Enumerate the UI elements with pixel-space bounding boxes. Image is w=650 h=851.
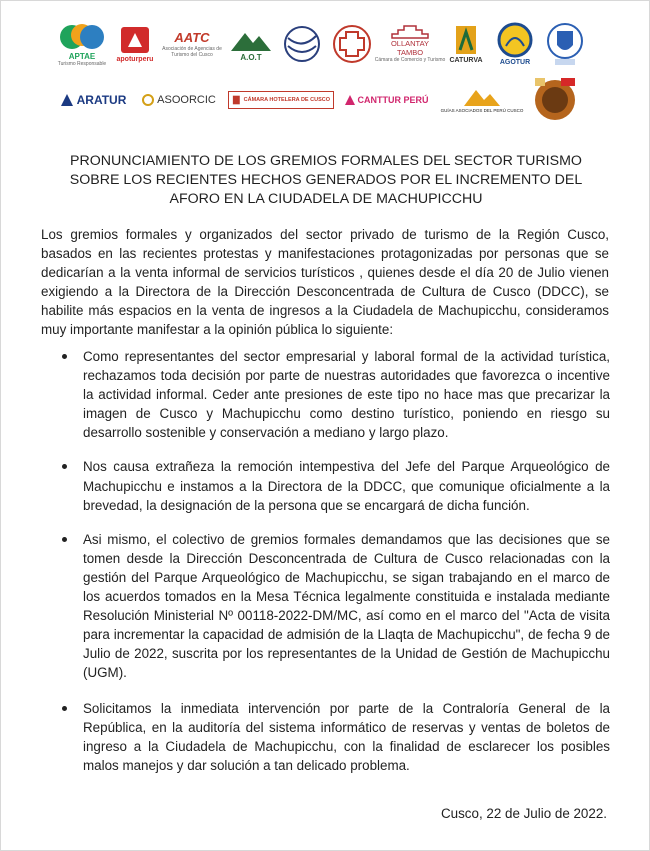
aptae-logo — [56, 22, 108, 67]
list-item — [63, 457, 610, 514]
bullet-icon — [62, 464, 67, 469]
aot-caption: A.O.T — [240, 52, 262, 62]
intro-paragraph: Los gremios formales y organizados del sector privado de turismo de la Región Cusco, basados en las recientes protestas y manifestaciones protagonizadas por personas que se dedicarían a la venta informal de servicios turísticos , quienes desde el día 20 de Julio vienen exigiendo a la Directora de la Dirección Desconcentrada de Cultura de Cusco (DDCC), se habilite más espacios en la venta de ingresos a la Ciudadela de Machupicchu, consideramos muy importante manifestar a la opinión pública lo siguiente: — [41, 227, 609, 338]
aptae-caption: APTAE — [68, 51, 96, 61]
globe-icon — [282, 24, 322, 64]
aptae-subcaption: Turismo Responsable — [57, 60, 107, 67]
logo-banner — [56, 15, 601, 125]
round-seal-icon — [533, 78, 577, 122]
asoorcic-sun-icon — [142, 94, 154, 106]
caturva-mark — [454, 24, 478, 56]
aatc-caption: AATC — [174, 30, 210, 45]
bullet-text: Solicitamos la inmediata intervención por parte de la Contraloría General de la República, en la auditoría del sistema informático de reservas y ventas de boletos de ingreso a la Ciudadela de Machupicchu, con la finalidad de esclarecer los posibles malos manejos y dar solución a tan delicado problema. — [83, 700, 610, 773]
ollantay-subcaption: Cámara de Comercio y Turismo — [374, 57, 446, 63]
cross-emblem-icon — [332, 24, 372, 64]
bullet-icon — [62, 706, 67, 711]
camara-hotelera-caption: CÁMARA HOTELERA DE CUSCO — [243, 96, 330, 103]
caturva-caption: CATURVA — [449, 56, 483, 64]
logo-row-top — [56, 15, 592, 73]
apotur-logo — [114, 25, 156, 64]
bullet-icon — [62, 537, 67, 542]
ollantay-caption: OLLANTAY TAMBO — [390, 39, 430, 57]
shield-emblem — [546, 19, 584, 69]
guias-caption: GUÍAS ASOCIADOS DEL PERÚ CUSCO — [440, 108, 524, 113]
aratur-caption: ARATUR — [76, 92, 127, 107]
bullet-text: Nos causa extrañeza la remoción intempestiva del Jefe del Parque Arqueológico de Machupicchu e instamos a la Directora de la DDCC, que comunique oficialmente a la brevedad, la designación de la persona que se encargará de dicha función. — [83, 459, 610, 513]
signature-date: Cusco, 22 de Julio de 2022. — [440, 806, 607, 821]
aratur-mark — [60, 93, 74, 107]
ollantay-steps-icon — [390, 25, 430, 39]
aratur-logo — [56, 93, 130, 107]
bullet-icon — [62, 354, 67, 359]
bullet-text: Asi mismo, el colectivo de gremios formales demandamos que las decisiones que se tomen desde la Dirección Desconcentrada de Cultura de Cusco relacionadas con la gestión del Parque Arqueológico de Machupicchu, se sigan trabajando en el marco de los acuerdos tomados en la Mesa Técnica legalmente constituida e instalada mediante Resolución Ministerial Nº 00118-2022-DM/MC, así como en el marco del "Acta de visita para incrementar la capacidad de admisión de la Llaqta de Machupicchu", de fecha 9 de Julio de 2022, suscrita por los representantes de la Unidad de Gestión de Machupicchu (UGM). — [83, 531, 610, 681]
logo-row-bottom — [56, 77, 584, 123]
aot-mountain-icon — [229, 27, 273, 53]
aot-logo — [228, 27, 274, 62]
agotur-logo — [492, 22, 538, 67]
bullet-list — [63, 347, 610, 775]
hotel-building-icon — [232, 94, 241, 106]
camara-hotelera-logo — [228, 91, 334, 109]
guias-logo — [438, 86, 526, 114]
list-item — [63, 530, 610, 683]
agotur-caption: AGOTUR — [499, 58, 531, 66]
list-item — [63, 699, 610, 775]
canttur-caption: CANTTUR PERÚ — [357, 94, 429, 105]
asoorcic-caption: ASOORCIC — [157, 93, 216, 106]
bullet-text: Como representantes del sector empresarial y laboral formal de la actividad turística, rechazamos toda decisión por parte de nuestras autoridades que favorezca o incentive la actividad informal. Ceder ante presiones de este tipo no hace mas que precarizar la imagen de Cusco y Machupicchu como destino turístico, poniendo en riesgo su desarrollo sostenible y conservación a mediano y largo plazo. — [83, 349, 610, 441]
globe-logo — [280, 24, 324, 64]
aptae-logo-mark — [58, 22, 106, 52]
caturva-logo — [446, 24, 486, 65]
agotur-seal — [496, 22, 534, 58]
emblem-logo — [330, 24, 374, 64]
document-title: PRONUNCIAMIENTO DE LOS GREMIOS FORMALES DEL SECTOR TURISMO SOBRE LOS RECIENTES HECHOS GENERADOS POR EL INCREMENTO DEL AFORO EN LA CIUDADELA DE MACHUPICCHU — [69, 153, 583, 207]
ollantay-logo — [374, 25, 446, 63]
asoorcic-logo — [136, 94, 222, 106]
apotur-caption: apoturperu — [116, 55, 154, 63]
aatc-logo — [162, 30, 222, 58]
canttur-mark — [344, 94, 356, 106]
list-item — [63, 347, 610, 442]
guias-mountain-icon — [462, 86, 502, 108]
canttur-logo — [340, 94, 432, 106]
aatc-subcaption: Asociación de Agencias de Turismo del Cusco — [162, 46, 222, 58]
apotur-logo-mark — [118, 25, 152, 55]
round-seal-logo — [532, 78, 578, 122]
shield-logo — [544, 19, 586, 69]
